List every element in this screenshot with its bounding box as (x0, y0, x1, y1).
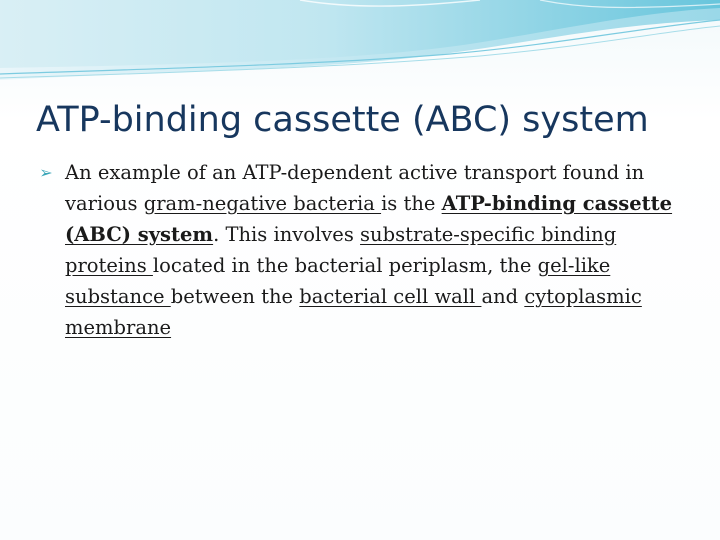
link-gram-negative-bacteria[interactable]: gram-negative bacteria (143, 192, 382, 215)
body-text: and (481, 285, 525, 308)
link-bacterial-cell-wall[interactable]: bacterial cell wall (299, 285, 482, 308)
body-text: located in the bacterial periplasm, the (152, 254, 538, 277)
bullet-arrow-icon: ➢ (39, 163, 53, 182)
body-text: . This involves (213, 223, 361, 246)
slide-body (34, 157, 674, 343)
link-abc-system[interactable]: ATP-binding cassette (ABC) system (65, 192, 673, 246)
link-substrate-binding-proteins[interactable]: substrate-specific binding proteins (65, 223, 617, 277)
body-text: An example of an ATP-dependent active transport found in various (65, 161, 645, 215)
link-cytoplasmic-membrane[interactable]: cytoplasmic membrane (65, 285, 642, 339)
link-gel-like-substance[interactable]: gel-like substance (65, 254, 611, 308)
body-text: is the (381, 192, 442, 215)
slide-title: ATP-binding cassette (ABC) system (36, 100, 649, 140)
header-wave-decoration (0, 0, 720, 90)
body-text: between the (170, 285, 300, 308)
bullet-paragraph (34, 157, 674, 343)
